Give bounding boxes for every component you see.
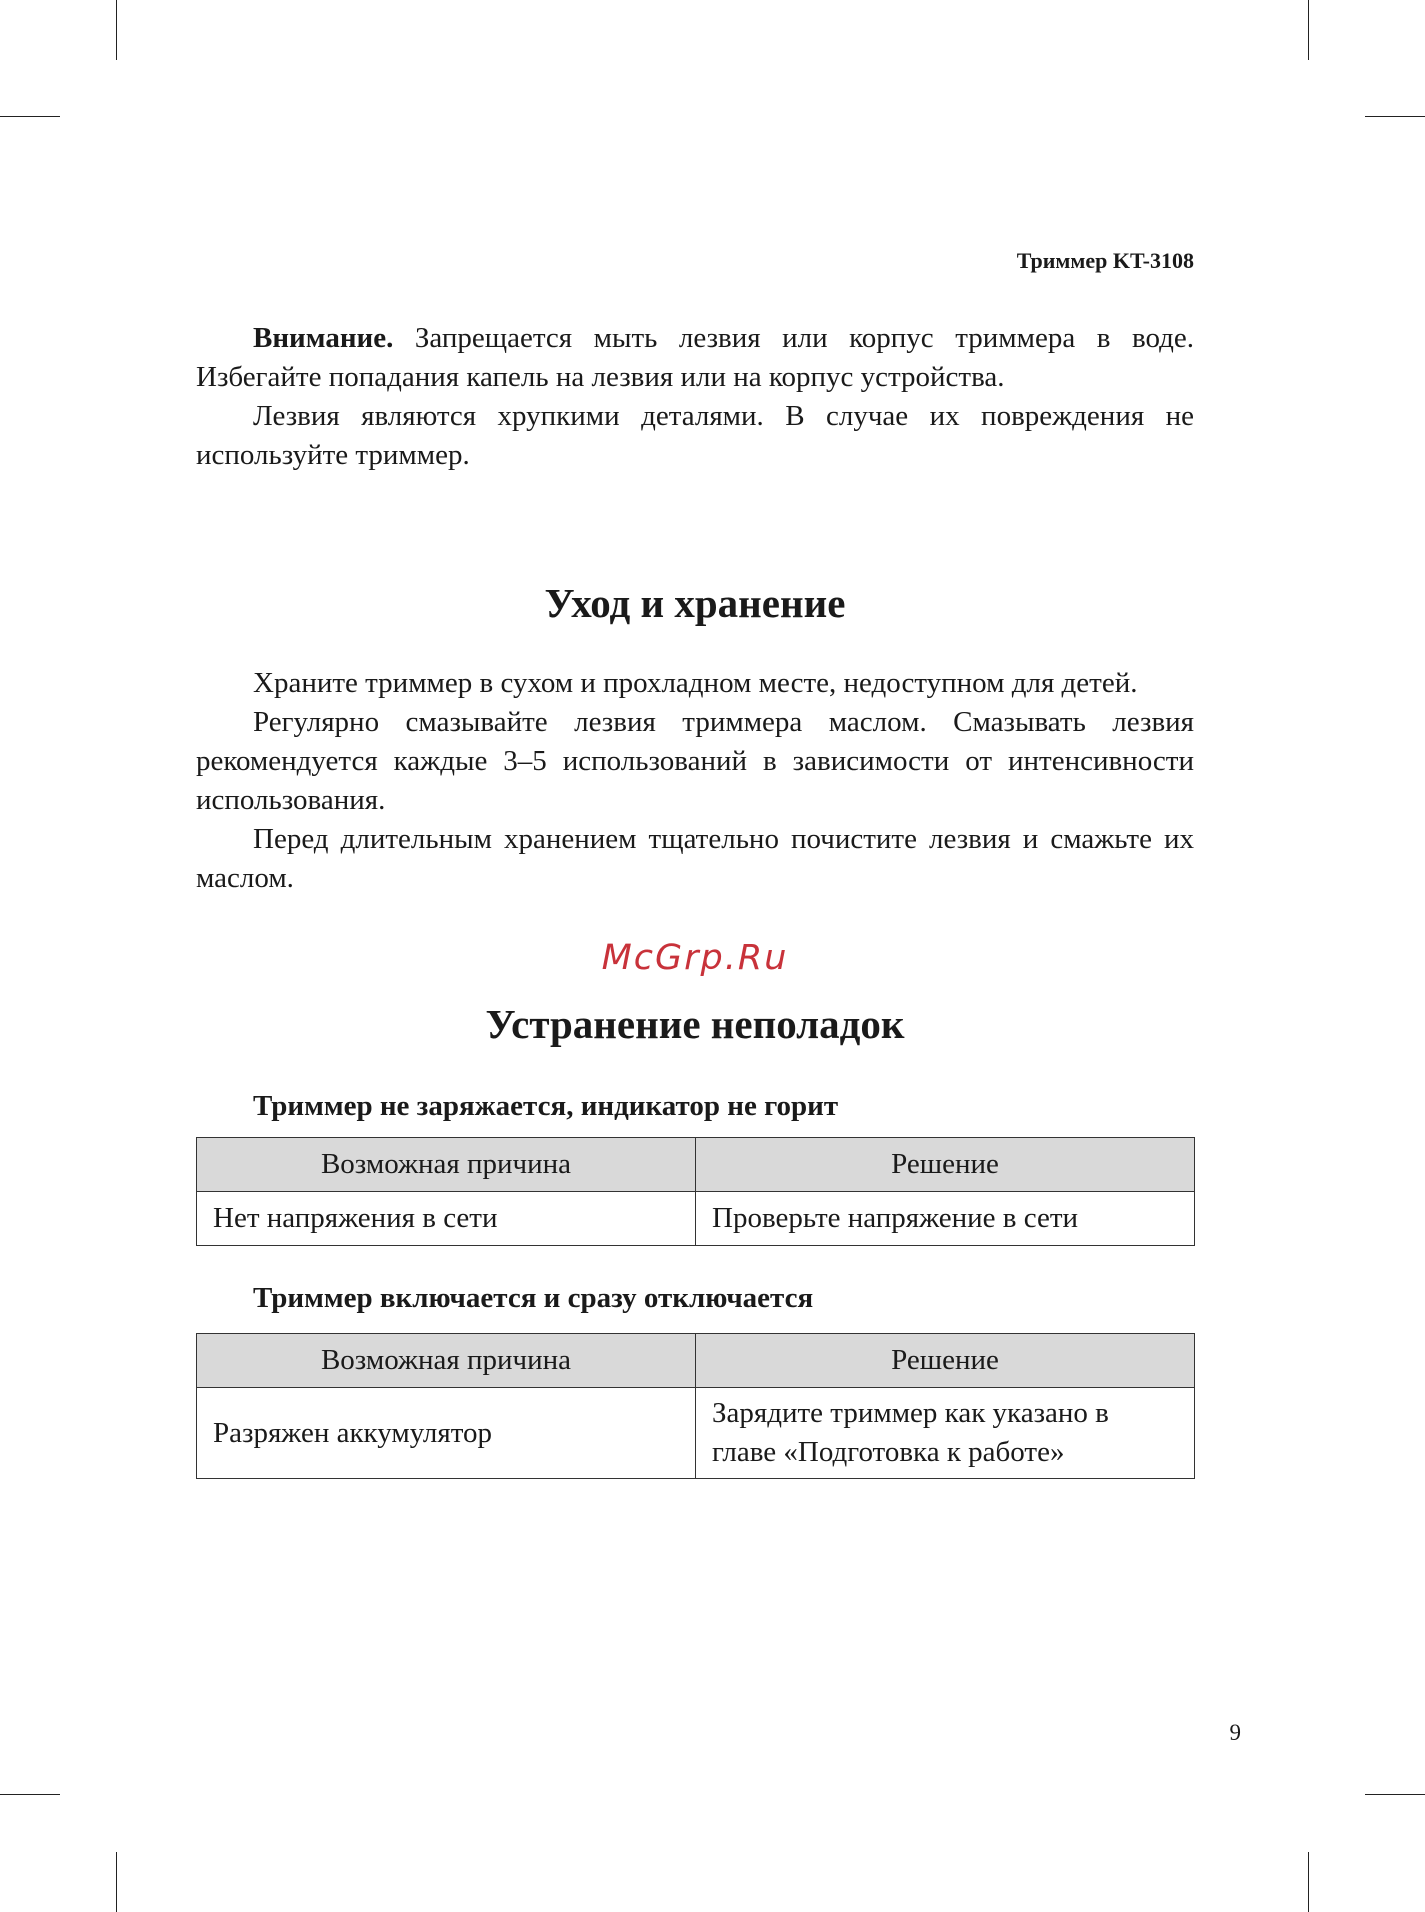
column-header: Решение (696, 1138, 1195, 1192)
crop-mark (1365, 116, 1425, 117)
care-paragraph: Перед длительным хранением тщательно почистите лезвия и смажьте их маслом. (196, 823, 1194, 894)
care-block (196, 664, 1194, 898)
column-header: Возможная причина (197, 1138, 696, 1192)
problem-title: Триммер не заряжается, индикатор не горит (253, 1090, 839, 1122)
crop-mark (1308, 0, 1309, 60)
column-header: Возможная причина (197, 1334, 696, 1388)
blades-paragraph: Лезвия являются хрупкими деталями. В случае их повреждения не используйте триммер. (196, 400, 1194, 471)
troubleshooting-table (196, 1333, 1195, 1479)
table-cell: Проверьте напряжение в сети (696, 1192, 1195, 1246)
problem-title: Триммер включается и сразу отключается (253, 1282, 814, 1314)
crop-mark (0, 1794, 60, 1795)
warning-text: Запрещается мыть лезвия или корпус триммера в воде. Избегайте попадания капель на лезвия или на корпус устройства. (196, 322, 1194, 393)
warning-paragraph (196, 319, 1194, 397)
troubleshooting-section-title: Устранение неполадок (485, 1001, 905, 1047)
crop-mark (1308, 1852, 1309, 1912)
care-section-title: Уход и хранение (544, 580, 846, 626)
crop-mark (116, 1852, 117, 1912)
crop-mark (0, 116, 60, 117)
warning-label: Внимание. (253, 322, 394, 354)
table-cell: Нет напряжения в сети (197, 1192, 696, 1246)
column-header: Решение (696, 1334, 1195, 1388)
care-paragraph: Регулярно смазывайте лезвия триммера маслом. Смазывать лезвия рекомендуется каждые 3–5 использований в зависимости от интенсивности использования. (196, 706, 1194, 816)
troubleshooting-table (196, 1137, 1195, 1246)
watermark: McGrp.Ru (601, 938, 789, 978)
care-paragraph: Храните триммер в сухом и прохладном месте, недоступном для детей. (253, 667, 1138, 699)
table-cell: Зарядите триммер как указано в главе «Подготовка к работе» (696, 1388, 1195, 1479)
crop-mark (1365, 1794, 1425, 1795)
table-header-row (197, 1334, 1195, 1388)
table-row (197, 1192, 1195, 1246)
warning-block (196, 319, 1194, 475)
page-number: 9 (1229, 1720, 1241, 1745)
table-row (197, 1388, 1195, 1479)
table-header-row (197, 1138, 1195, 1192)
running-header: Триммер KT-3108 (1016, 248, 1194, 273)
table-cell: Разряжен аккумулятор (197, 1388, 696, 1479)
crop-mark (116, 0, 117, 60)
